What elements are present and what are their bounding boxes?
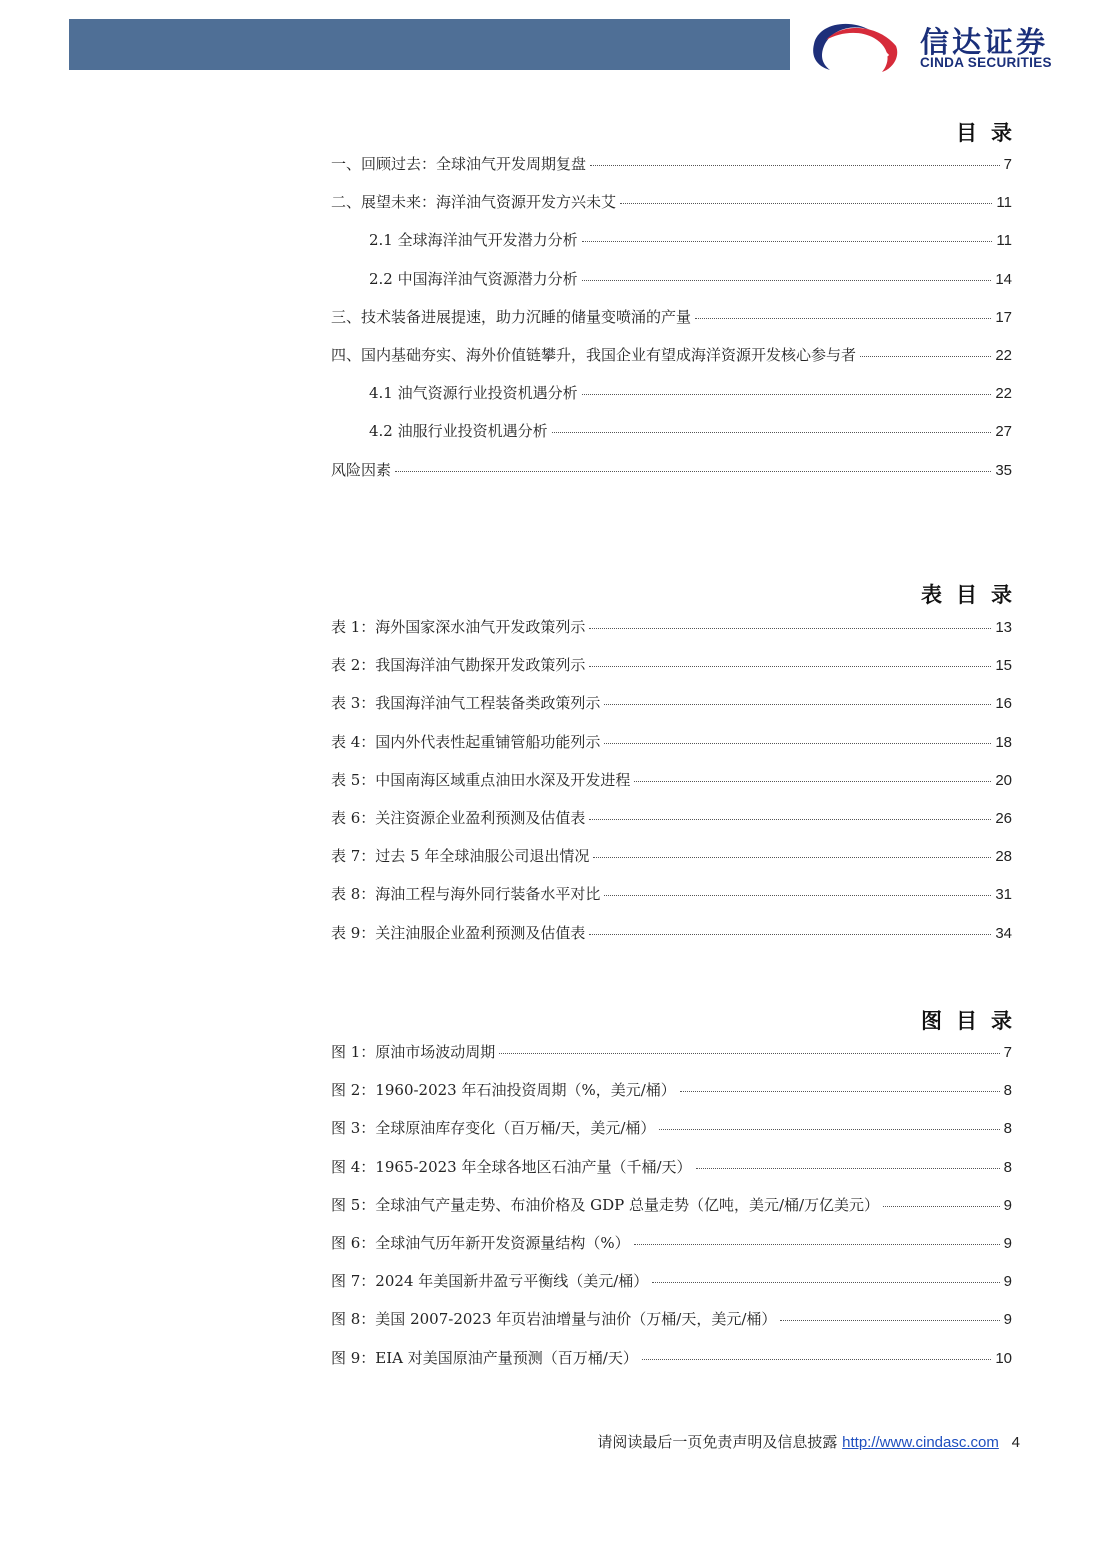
toc-entry[interactable]	[331, 306, 1012, 344]
figure-toc-dot-leader	[634, 1244, 1000, 1245]
table-toc-entry[interactable]	[331, 769, 1012, 807]
table-toc-dot-leader	[604, 704, 991, 705]
table-toc-entry-label: 表 4：国内外代表性起重铺管船功能列示	[331, 732, 601, 751]
toc-entry-page: 35	[995, 461, 1012, 479]
figure-toc-dot-leader	[642, 1359, 991, 1360]
page-number: 4	[1011, 1434, 1020, 1451]
figure-toc-entry-label: 图 9：EIA 对美国原油产量预测（百万桶/天）	[331, 1348, 638, 1367]
toc-entry-label: 四、国内基础夯实、海外价值链攀升，我国企业有望成海洋资源开发核心参与者	[331, 345, 857, 364]
toc-entry-page: 11	[996, 232, 1012, 250]
toc-entry[interactable]	[331, 153, 1012, 191]
toc-entry[interactable]	[331, 382, 1012, 420]
figure-toc-entry-page: 8	[1003, 1158, 1012, 1176]
table-toc-entry[interactable]	[331, 616, 1012, 654]
figure-toc-entry-label: 图 8：美国 2007-2023 年页岩油增量与油价（万桶/天，美元/桶）	[331, 1310, 777, 1329]
toc-dot-leader	[695, 318, 991, 319]
figure-toc-entry-page: 9	[1003, 1273, 1012, 1291]
toc-entry[interactable]	[331, 459, 1012, 497]
figure-toc-entry[interactable]	[331, 1194, 1012, 1232]
figure-toc-dot-leader	[652, 1282, 999, 1283]
tables-toc-list	[331, 616, 1012, 960]
table-toc-entry-label: 表 6：关注资源企业盈利预测及估值表	[331, 808, 586, 827]
figure-toc-dot-leader	[659, 1129, 999, 1130]
toc-entry-page: 17	[995, 308, 1012, 326]
cinda-logo	[808, 16, 1088, 76]
table-toc-entry[interactable]	[331, 883, 1012, 921]
toc-entry-page: 22	[995, 385, 1012, 403]
table-toc-entry[interactable]	[331, 922, 1012, 960]
table-toc-entry-label: 表 3：我国海洋油气工程装备类政策列示	[331, 694, 601, 713]
table-toc-dot-leader	[589, 819, 991, 820]
footer	[0, 1431, 1020, 1452]
toc-entry-page: 14	[995, 270, 1012, 288]
table-toc-entry-page: 16	[995, 695, 1012, 713]
toc-entry-label: 风险因素	[331, 460, 392, 479]
figure-toc-entry-label: 图 3：全球原油库存变化（百万桶/天，美元/桶）	[331, 1119, 656, 1138]
table-toc-dot-leader	[604, 743, 991, 744]
figure-toc-entry[interactable]	[331, 1232, 1012, 1270]
toc-entry-page: 11	[996, 194, 1012, 212]
toc-entry-page: 7	[1003, 156, 1012, 173]
footer-disclaimer: 请阅读最后一页免责声明及信息披露	[597, 1433, 838, 1451]
toc-dot-leader	[620, 203, 992, 204]
figure-toc-entry[interactable]	[331, 1270, 1012, 1308]
table-toc-entry-page: 34	[995, 924, 1012, 942]
table-toc-entry[interactable]	[331, 731, 1012, 769]
figure-toc-entry[interactable]	[331, 1347, 1012, 1385]
toc-title: 目录	[956, 120, 1026, 145]
table-toc-entry[interactable]	[331, 845, 1012, 883]
toc-entry[interactable]	[331, 344, 1012, 382]
figure-toc-entry-page: 9	[1003, 1311, 1012, 1329]
figure-toc-entry-page: 9	[1003, 1234, 1012, 1252]
logo-chinese-name: 信达证券	[920, 25, 1049, 59]
figure-toc-entry-label: 图 6：全球油气历年新开发资源量结构（%）	[331, 1233, 630, 1252]
toc-dot-leader	[590, 165, 1000, 166]
toc-entry[interactable]	[331, 420, 1012, 458]
figure-toc-entry-label: 图 7：2024 年美国新井盈亏平衡线（美元/桶）	[331, 1272, 649, 1291]
toc-entry[interactable]	[331, 191, 1012, 229]
table-toc-dot-leader	[589, 934, 991, 935]
table-toc-entry-label: 表 1：海外国家深水油气开发政策列示	[331, 618, 586, 636]
table-toc-entry-page: 15	[995, 657, 1012, 675]
toc-entry-page: 22	[995, 346, 1012, 364]
table-toc-entry-page: 31	[995, 886, 1012, 904]
table-toc-dot-leader	[593, 857, 991, 858]
logo-english-name: CINDA SECURITIES	[920, 55, 1052, 70]
figure-toc-entry-label: 图 2：1960-2023 年石油投资周期（%，美元/桶）	[331, 1081, 676, 1100]
figure-toc-entry[interactable]	[331, 1117, 1012, 1155]
toc-dot-leader	[582, 241, 993, 242]
table-toc-entry-page: 28	[995, 848, 1012, 866]
footer-url-link[interactable]: http://www.cindasc.com	[842, 1434, 999, 1451]
figure-toc-entry-page: 8	[1003, 1082, 1012, 1100]
figure-toc-entry[interactable]	[331, 1079, 1012, 1117]
toc-list	[331, 153, 1012, 497]
toc-entry-page: 27	[995, 423, 1012, 441]
toc-dot-leader	[582, 280, 992, 281]
figure-toc-entry-page: 7	[1003, 1044, 1012, 1061]
figure-toc-entry-label: 图 4：1965-2023 年全球各地区石油产量（千桶/天）	[331, 1157, 692, 1176]
table-toc-entry-page: 18	[995, 733, 1012, 751]
toc-dot-leader	[582, 394, 992, 395]
toc-dot-leader	[860, 356, 991, 357]
figures-toc-title: 图目录	[921, 1008, 1026, 1033]
table-toc-entry[interactable]	[331, 692, 1012, 730]
table-toc-entry-page: 26	[995, 809, 1012, 827]
figure-toc-entry[interactable]	[331, 1041, 1012, 1079]
table-toc-entry-label: 表 9：关注油服企业盈利预测及估值表	[331, 923, 586, 942]
table-toc-entry-page: 20	[995, 771, 1012, 789]
toc-entry-label: 2.1 全球海洋油气开发潜力分析	[369, 231, 578, 250]
figure-toc-dot-leader	[696, 1168, 1000, 1169]
figure-toc-entry-label: 图 1：原油市场波动周期	[331, 1043, 496, 1061]
tables-toc-title: 表目录	[921, 582, 1026, 607]
figure-toc-entry[interactable]	[331, 1308, 1012, 1346]
toc-dot-leader	[552, 432, 992, 433]
toc-entry[interactable]	[331, 229, 1012, 267]
figure-toc-dot-leader	[780, 1320, 999, 1321]
figure-toc-dot-leader	[499, 1053, 999, 1054]
table-toc-entry-page: 13	[995, 619, 1012, 636]
table-toc-entry-label: 表 2：我国海洋油气勘探开发政策列示	[331, 656, 586, 675]
toc-entry-label: 一、回顾过去：全球油气开发周期复盘	[331, 155, 587, 173]
figure-toc-entry[interactable]	[331, 1156, 1012, 1194]
header-bar	[69, 19, 790, 70]
toc-dot-leader	[395, 471, 991, 472]
table-toc-entry[interactable]	[331, 807, 1012, 845]
figures-toc-list	[331, 1041, 1012, 1385]
table-toc-entry-label: 表 8：海油工程与海外同行装备水平对比	[331, 885, 601, 904]
figure-toc-entry-label: 图 5：全球油气产量走势、布油价格及 GDP 总量走势（亿吨，美元/桶/万亿美元）	[331, 1195, 880, 1214]
table-toc-entry[interactable]	[331, 654, 1012, 692]
toc-entry[interactable]	[331, 268, 1012, 306]
figure-toc-dot-leader	[883, 1206, 1000, 1207]
table-toc-dot-leader	[634, 781, 991, 782]
table-toc-entry-label: 表 7：过去 5 年全球油服公司退出情况	[331, 847, 590, 866]
toc-entry-label: 4.1 油气资源行业投资机遇分析	[369, 384, 578, 403]
table-toc-dot-leader	[589, 628, 991, 629]
table-toc-dot-leader	[604, 895, 991, 896]
table-toc-dot-leader	[589, 666, 991, 667]
toc-entry-label: 二、展望未来：海洋油气资源开发方兴未艾	[331, 193, 617, 212]
figure-toc-entry-page: 8	[1003, 1120, 1012, 1138]
figure-toc-entry-page: 10	[995, 1349, 1012, 1367]
toc-entry-label: 三、技术装备进展提速，助力沉睡的储量变喷涌的产量	[331, 307, 692, 326]
cinda-logo-mark-icon	[808, 16, 908, 76]
figure-toc-entry-page: 9	[1003, 1196, 1012, 1214]
toc-entry-label: 4.2 油服行业投资机遇分析	[369, 422, 548, 441]
toc-entry-label: 2.2 中国海洋油气资源潜力分析	[369, 269, 578, 288]
figure-toc-dot-leader	[680, 1091, 1000, 1092]
table-toc-entry-label: 表 5：中国南海区域重点油田水深及开发进程	[331, 770, 631, 789]
